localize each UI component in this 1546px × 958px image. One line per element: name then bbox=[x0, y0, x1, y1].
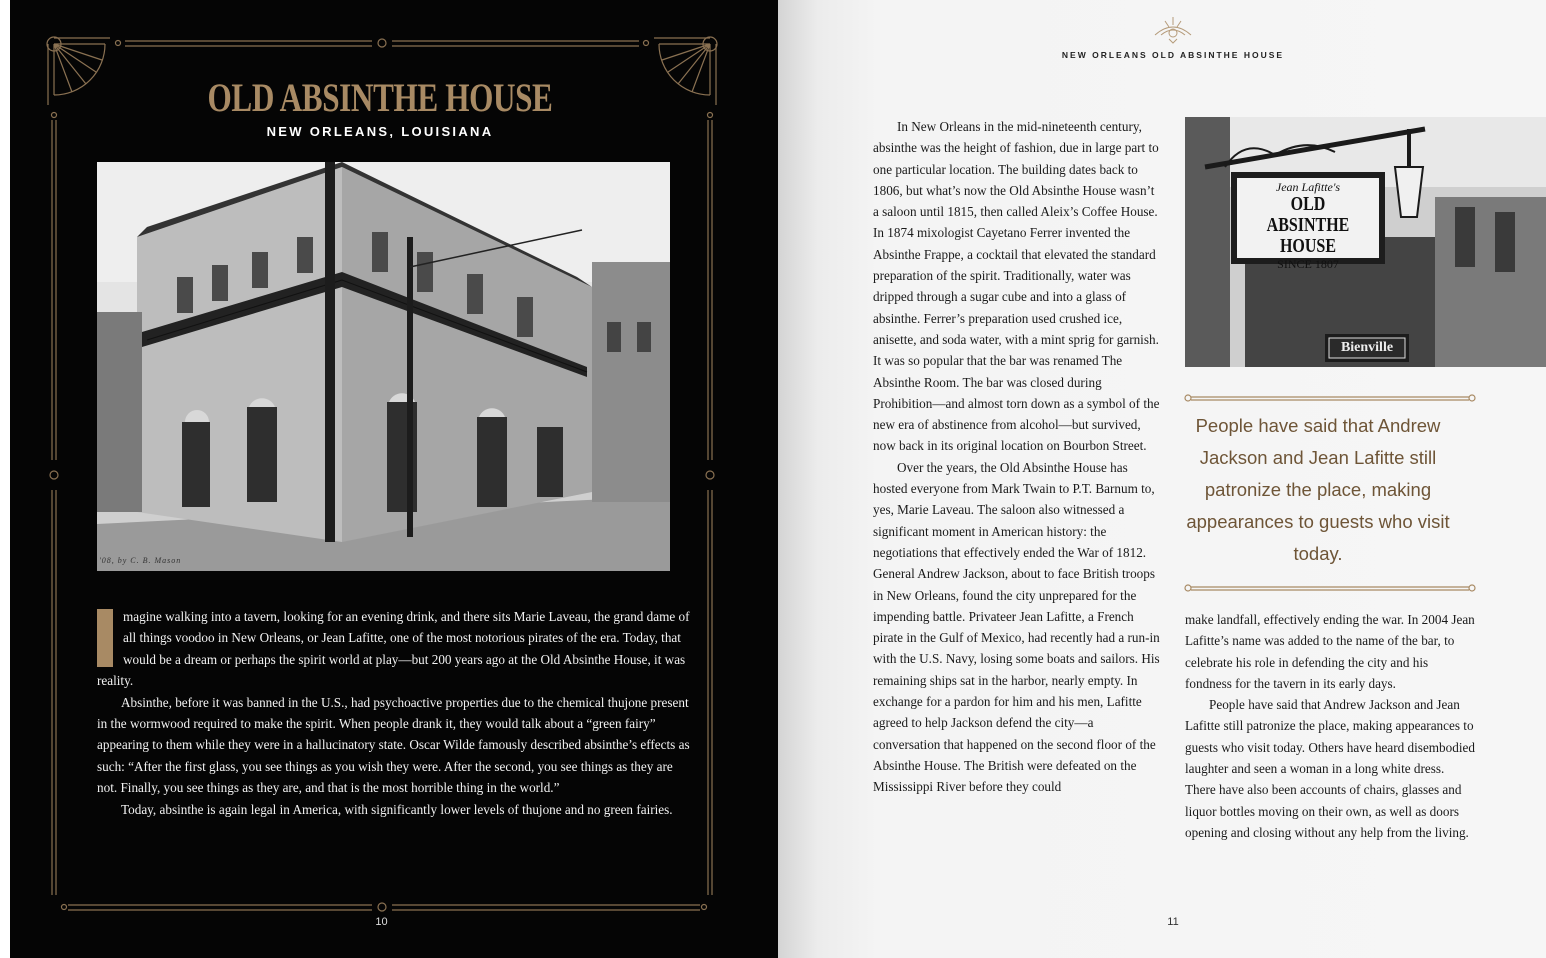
left-page bbox=[10, 0, 778, 958]
body-paragraph: Absinthe, before it was banned in the U.S., had psychoactive properties due to the chemical thujone present in the wormwood required to make the spirit. When people drank it, they would talk about a “green fairy” appearing to them while they were in a hallucinatory state. Oscar Wilde famously described absinthe’s effects as such: “After the first glass, you see things as you wish they were. After the second, you see things as they are not. Finally, you see things as they are, and that is the most horrible thing in the world.” bbox=[97, 694, 690, 796]
right-page bbox=[778, 0, 1546, 958]
page-number: 11 bbox=[1167, 916, 1179, 928]
street-sign: Bienville bbox=[1340, 340, 1394, 355]
page-subtitle: NEW ORLEANS, LOUISIANA bbox=[266, 124, 494, 139]
page-number: 10 bbox=[375, 916, 388, 928]
absinthe-house-sign-photo bbox=[1185, 117, 1546, 367]
old-absinthe-house-historic-photo bbox=[97, 162, 670, 571]
right-column-1 bbox=[873, 116, 1163, 798]
left-body-text bbox=[97, 606, 695, 820]
header-ornament-icon bbox=[1151, 15, 1195, 45]
body-paragraph: Over the years, the Old Absinthe House has hosted everyone from Mark Twain to P.T. Barnum to, yes, Marie Laveau. The saloon also witnessed a significant moment in American history: the negotiations that effectively ended the War of 1812. General Andrew Jackson, about to face British troops in New Orleans, found the city unprepared for the impending battle. Privateer Jean Lafitte, a French pirate in the Gulf of Mexico, had recently had a run-in with the U.S. Navy, losing some boats and sailors. His remaining ships sat in the harbor, nearly empty. In exchange for a pardon for him and his men, Lafitte agreed to help Jackson defend the city—a conversation that happened on the second floor of the Absinthe House. The British were defeated on the Mississippi River before they could bbox=[873, 459, 1160, 795]
photo-credit: '08, by C. B. Mason bbox=[99, 556, 182, 565]
sign-line-3: SINCE 1807 bbox=[1277, 257, 1339, 271]
body-paragraph: Today, absinthe is again legal in America, with significantly lower levels of thujone and no green fairies. bbox=[121, 801, 673, 817]
sign-script-line: Jean Lafitte's bbox=[1275, 180, 1341, 194]
quote-rule-top bbox=[1183, 392, 1477, 404]
sign-line-2: HOUSE bbox=[1279, 235, 1337, 257]
sign-line-1: OLD ABSINTHE bbox=[1266, 193, 1350, 236]
body-paragraph: In New Orleans in the mid-nineteenth century, absinthe was the height of fashion, due in large part to one particular location. The building dates back to 1806, but what’s now the Old Absinthe House wasn’t a saloon until 1815, then called Aleix’s Coffee House. In 1874 mixologist Cayetano Ferrer invented the Absinthe Frappe, a cocktail that elevated the standard preparation of the spirit. Traditionally, water was dripped through a sugar cube and into a glass of absinthe. Ferrer’s preparation used crushed ice, anisette, and soda water, with a mint sprig for garnish. It was so popular that the bar was renamed The Absinthe Room. The bar was closed during Prohibition—and almost torn down as a symbol of the new era of abstinence from alcohol—but survived, now back in its original location on Bourbon Street. bbox=[873, 119, 1160, 454]
drop-cap-letter: I bbox=[97, 609, 113, 667]
quote-rule-bottom bbox=[1183, 582, 1477, 594]
body-paragraph: I magine walking into a tavern, looking for an evening drink, and there sits Marie Laveau, the grand dame of all things voodoo in New Orleans, or Jean Lafitte, one of the most notorious pirates of the era. Today, that would be a dream or perhaps the spirit world at play—but 200 years ago at the Old Absinthe House, it was reality. bbox=[97, 609, 690, 689]
sign-board bbox=[1237, 178, 1379, 271]
body-paragraph: People have said that Andrew Jackson and Jean Lafitte still patronize the place, making appearances to guests who visit today. Others have heard disembodied laughter and seen a woman in a long white dress. There have also been accounts of chairs, glasses and liquor bottles moving on their own, as well as doors opening and closing without any help from the living. bbox=[1185, 697, 1475, 840]
page-title: OLD ABSINTHE HOUSE bbox=[207, 75, 553, 120]
pull-quote: People have said that Andrew Jackson and Jean Lafitte still patronize the place, making appearances to guests who visit today. bbox=[1186, 415, 1450, 564]
running-head: NEW ORLEANS OLD ABSINTHE HOUSE bbox=[1061, 50, 1285, 60]
right-column-2 bbox=[1185, 609, 1477, 843]
body-paragraph: make landfall, effectively ending the war. In 2004 Jean Lafitte’s name was added to the name of the bar, to celebrate his role in defending the city and his fondness for the tavern in its early days. bbox=[1185, 612, 1475, 691]
